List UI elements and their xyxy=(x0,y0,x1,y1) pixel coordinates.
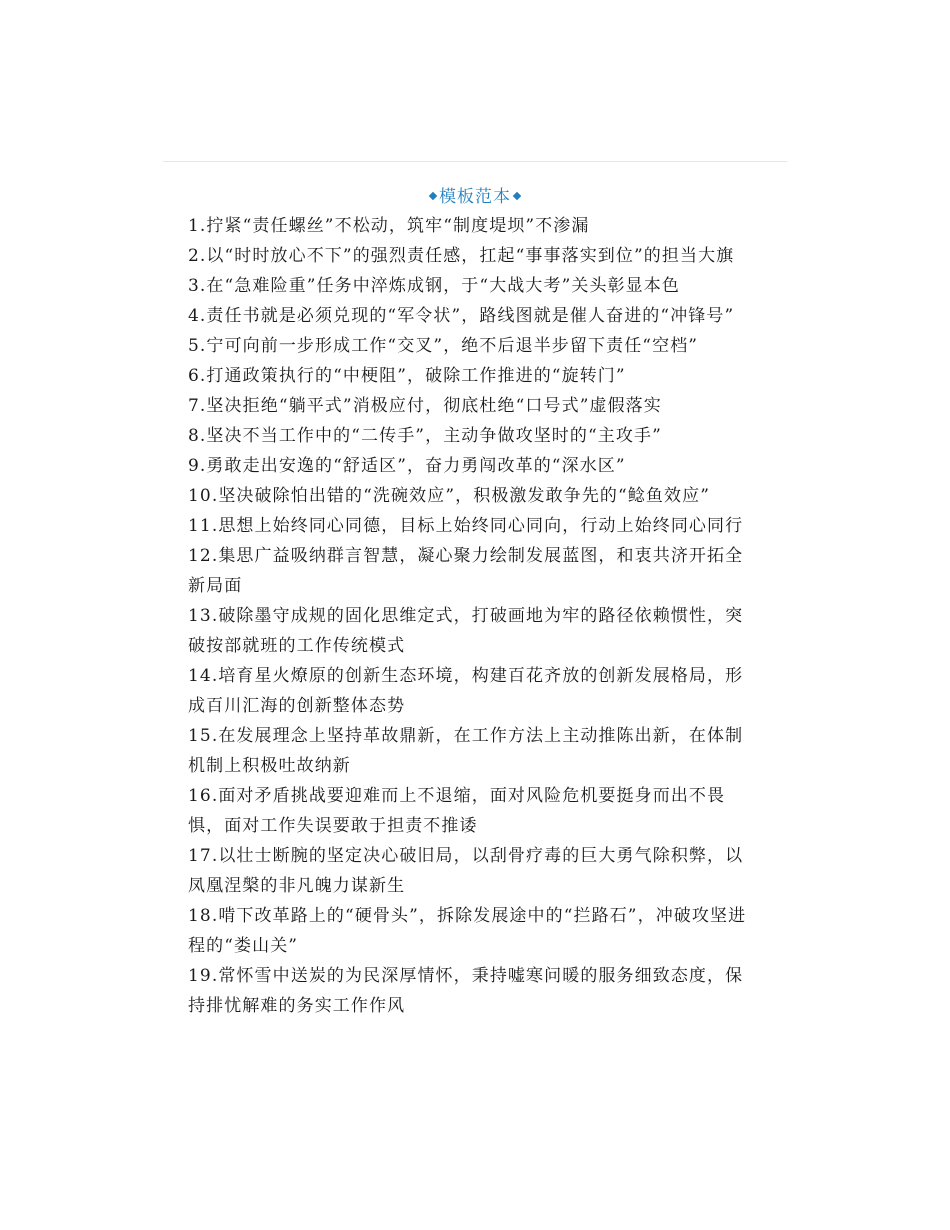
list-item: 11.思想上始终同心同德，目标上始终同心同向，行动上始终同心同行 xyxy=(188,516,744,536)
document-title xyxy=(163,184,787,210)
list-item: 15.在发展理念上坚持革故鼎新，在工作方法上主动推陈出新，在体制机制上积极吐故纳新 xyxy=(188,726,744,776)
list-item: 5.宁可向前一步形成工作“交叉”，绝不后退半步留下责任“空档” xyxy=(188,336,699,356)
list-item: 4.责任书就是必须兑现的“军令状”，路线图就是催人奋进的“冲锋号” xyxy=(188,306,735,326)
list-item: 9.勇敢走出安逸的“舒适区”，奋力勇闯改革的“深水区” xyxy=(188,456,626,476)
list-item: 10.坚决破除怕出错的“洗碗效应”，积极激发敢争先的“鲶鱼效应” xyxy=(188,486,710,506)
document-body xyxy=(188,211,760,1021)
list-item: 12.集思广益吸纳群言智慧，凝心聚力绘制发展蓝图，和衷共济开拓全新局面 xyxy=(188,546,744,596)
document-title-text: 模板范本 xyxy=(439,187,511,207)
list-item: 18.啃下改革路上的“硬骨头”，拆除发展途中的“拦路石”，冲破攻坚进程的“娄山关” xyxy=(188,906,747,956)
list-item: 3.在“急难险重”任务中淬炼成钢，于“大战大考”关头彰显本色 xyxy=(188,276,680,296)
list-item: 7.坚决拒绝“躺平式”消极应付，彻底杜绝“口号式”虚假落实 xyxy=(188,396,662,416)
list-item: 6.打通政策执行的“中梗阻”，破除工作推进的“旋转门” xyxy=(188,366,626,386)
diamond-icon xyxy=(429,192,437,200)
list-item: 2.以“时时放心不下”的强烈责任感，扛起“事事落实到位”的担当大旗 xyxy=(188,246,735,266)
list-item: 1.拧紧“责任螺丝”不松动，筑牢“制度堤坝”不渗漏 xyxy=(188,216,590,236)
header-divider xyxy=(163,161,787,162)
list-item: 8.坚决不当工作中的“二传手”，主动争做攻坚时的“主攻手” xyxy=(188,426,662,446)
list-item: 16.面对矛盾挑战要迎难而上不退缩，面对风险危机要挺身而出不畏惧，面对工作失误要敢于担责不推诿 xyxy=(188,786,726,836)
list-item: 17.以壮士断腕的坚定决心破旧局，以刮骨疗毒的巨大勇气除积弊，以凤凰涅槃的非凡魄力谋新生 xyxy=(188,846,744,896)
list-item: 19.常怀雪中送炭的为民深厚情怀，秉持嘘寒问暖的服务细致态度，保持排忧解难的务实工作作风 xyxy=(188,966,744,1016)
list-item: 14.培育星火燎原的创新生态环境，构建百花齐放的创新发展格局，形成百川汇海的创新整体态势 xyxy=(188,666,744,716)
list-item: 13.破除墨守成规的固化思维定式，打破画地为牢的路径依赖惯性，突破按部就班的工作传统模式 xyxy=(188,606,744,656)
diamond-icon xyxy=(513,192,521,200)
